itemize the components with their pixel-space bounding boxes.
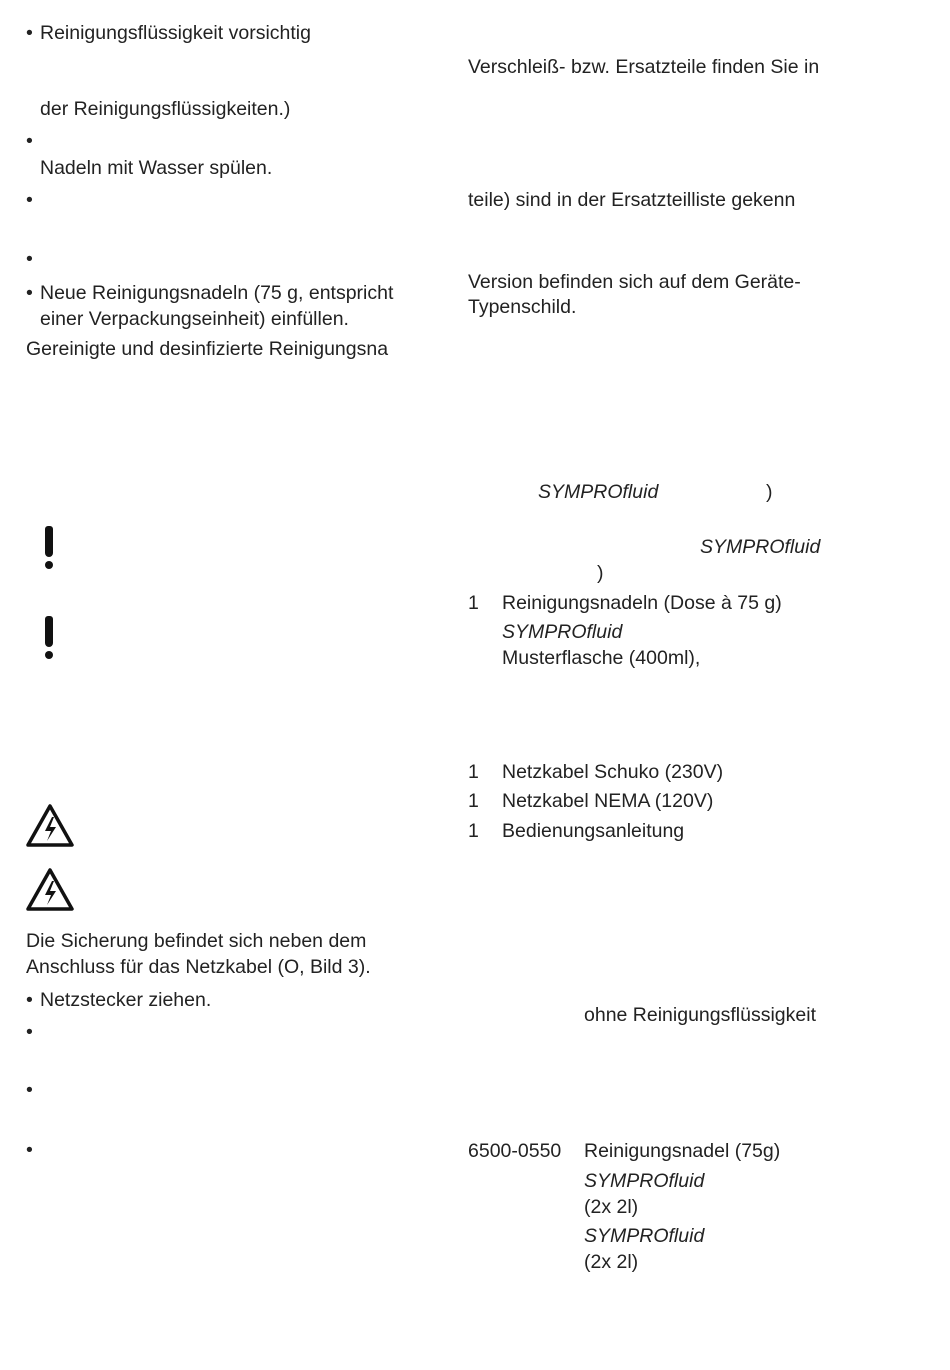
scope-item: Reinigungsnadeln (Dose à 75 g) (502, 592, 782, 614)
instruction-text: Netzstecker ziehen. (40, 989, 212, 1011)
brand-name: SYMPROfluid (700, 536, 821, 558)
bullet: • (26, 989, 33, 1011)
paren-text: ) (766, 481, 773, 503)
part-description: (2x 2l) (584, 1251, 639, 1273)
bullet: • (26, 130, 33, 152)
scope-item: Netzkabel Schuko (230V) (502, 761, 724, 783)
brand-name: SYMPROfluid (584, 1225, 705, 1247)
instruction-text: einer Verpackungseinheit) einfüllen. (40, 308, 349, 330)
paragraph-text: Die Sicherung befindet sich neben dem (26, 930, 367, 952)
paragraph-text: Anschluss für das Netzkabel (O, Bild 3). (26, 956, 371, 978)
exclamation-icon (44, 526, 54, 570)
instruction-text: Nadeln mit Wasser spülen. (40, 157, 273, 179)
bullet: • (26, 248, 33, 270)
bullet: • (26, 22, 33, 44)
bullet: • (26, 189, 33, 211)
scope-qty: 1 (468, 820, 479, 842)
bullet: • (26, 1021, 33, 1043)
part-description: Reinigungsnadel (75g) (584, 1140, 781, 1162)
part-description: (2x 2l) (584, 1196, 639, 1218)
scope-item: Bedienungsanleitung (502, 820, 685, 842)
high-voltage-warning-icon (25, 866, 75, 914)
paragraph-text: Version befinden sich auf dem Geräte- (468, 271, 801, 293)
instruction-text: der Reinigungsflüssigkeiten.) (40, 98, 291, 120)
exclamation-icon (44, 616, 54, 660)
instruction-text: Neue Reinigungsnadeln (75 g, entspricht (40, 282, 394, 304)
part-number: 6500-0550 (468, 1140, 562, 1162)
scope-qty: 1 (468, 790, 479, 812)
paragraph-text: Gereinigte und desinfizierte Reinigungsna (26, 338, 389, 360)
high-voltage-warning-icon (25, 802, 75, 850)
paren-text: ) (597, 562, 604, 584)
scope-item: Netzkabel NEMA (120V) (502, 790, 714, 812)
scope-qty: 1 (468, 592, 479, 614)
brand-name: SYMPROfluid (538, 481, 659, 503)
bullet: • (26, 282, 33, 304)
scope-qty: 1 (468, 761, 479, 783)
instruction-text: Reinigungsflüssigkeit vorsichtig (40, 22, 311, 44)
bullet: • (26, 1079, 33, 1101)
bullet: • (26, 1139, 33, 1161)
brand-name: SYMPROfluid (584, 1170, 705, 1192)
paragraph-text: teile) sind in der Ersatzteilliste gekenn (468, 189, 796, 211)
scope-item: Musterflasche (400ml), (502, 647, 701, 669)
paragraph-text: ohne Reinigungsflüssigkeit (584, 1004, 816, 1026)
paragraph-text: Verschleiß- bzw. Ersatzteile finden Sie in (468, 56, 820, 78)
paragraph-text: Typenschild. (468, 296, 577, 318)
brand-name: SYMPROfluid (502, 621, 623, 643)
